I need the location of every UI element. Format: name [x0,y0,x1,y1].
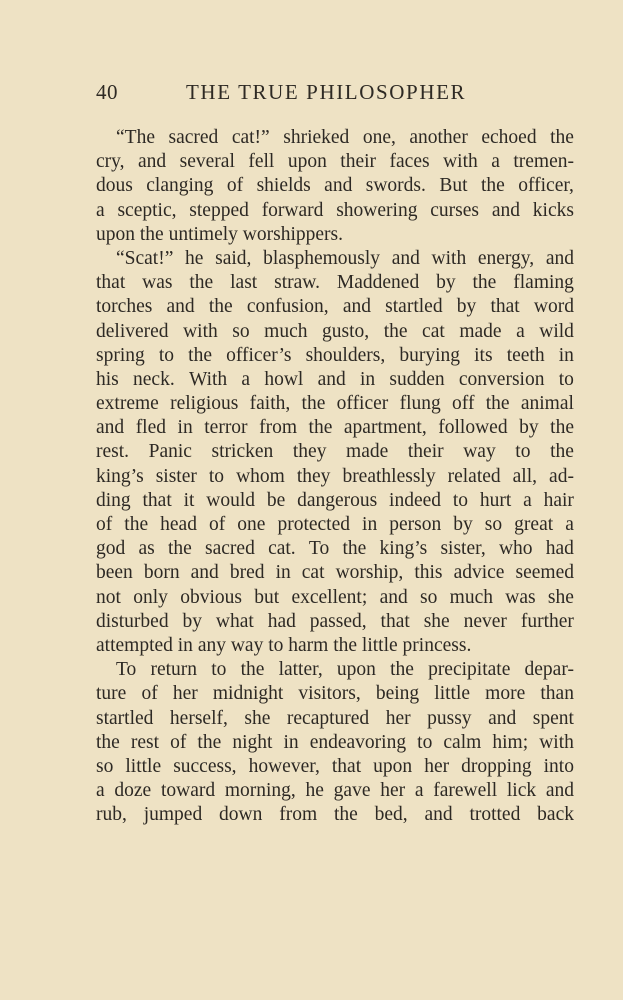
text-line [96,440,574,464]
text-line-content: that was the last straw. Maddened by the flaming [96,272,574,294]
text-line [96,368,574,392]
running-header [96,80,536,110]
text-line-content: dous clanging of shields and swords. But the officer, [96,175,574,197]
text-line [96,682,574,706]
text-line [96,465,574,489]
text-line-content: the rest of the night in endeavoring to calm him; with [96,731,574,753]
text-line-content: spring to the officer’s shoulders, burying its teeth in [96,344,574,366]
text-line-content: and fled in terror from the apartment, followed by the [96,417,574,439]
page-number: 40 [96,80,118,104]
text-line-content: a doze toward morning, he gave her a farewell lick and [96,780,574,802]
text-line [96,489,574,513]
text-line-content: delivered with so much gusto, the cat made a wild [96,320,574,342]
text-line-content: cry, and several fell upon their faces with a tremen- [96,151,574,173]
text-line [96,174,574,198]
text-line-content: disturbed by what had passed, that she never further [96,610,574,632]
text-line-content: startled herself, she recaptured her pussy and spent [96,707,574,729]
text-line-content: ding that it would be dangerous indeed to hurt a hair [96,489,574,511]
text-line [96,416,574,440]
text-line [96,271,574,295]
text-line [96,344,574,368]
text-line-content: ture of her midnight visitors, being little more than [96,683,574,705]
text-line [96,247,574,271]
text-line [96,779,574,803]
text-line-content: To return to the latter, upon the precipitate depar- [116,659,574,681]
text-line [96,126,574,150]
text-line-content: rest. Panic stricken they made their way to the [96,441,574,463]
text-line [96,803,574,827]
text-line-content: “The sacred cat!” shrieked one, another echoed the [116,127,574,148]
text-line-content: a sceptic, stepped forward showering curses and kicks [96,199,574,221]
page-text-block [96,126,574,827]
text-line-content: attempted in any way to harm the little princess. [96,634,472,656]
text-line [96,731,574,755]
text-line [96,199,574,223]
text-line [96,537,574,561]
text-line-content: upon the untimely worshippers. [96,223,343,245]
text-line-content: been born and bred in cat worship, this advice seemed [96,562,574,584]
text-line [96,295,574,319]
text-line [96,586,574,610]
text-line-content: so little success, however, that upon her dropping into [96,755,574,777]
text-line-content: of the head of one protected in person by so great a [96,514,574,535]
text-line [96,707,574,731]
text-line-content: not only obvious but excellent; and so much was she [96,586,574,608]
text-line-content: god as the sacred cat. To the king’s sister, who had [96,538,574,560]
text-line [96,755,574,779]
text-line [96,561,574,585]
text-line [96,150,574,174]
text-line-content: “Scat!” he said, blasphemously and with energy, and [116,247,574,269]
text-line [96,223,574,247]
text-line-content: torches and the confusion, and startled by that word [96,296,574,318]
text-line-content: extreme religious faith, the officer flung off the animal [96,393,574,415]
text-line-content: rub, jumped down from the bed, and trotted back [96,804,574,826]
text-line-content: his neck. With a howl and in sudden conversion to [96,368,574,390]
text-line [96,634,574,658]
text-line-content: king’s sister to whom they breathlessly related all, ad- [96,465,574,487]
text-line [96,610,574,634]
running-title: THE TRUE PHILOSOPHER [186,80,467,104]
text-line [96,392,574,416]
text-line [96,658,574,682]
text-line [96,320,574,344]
text-line [96,513,574,537]
